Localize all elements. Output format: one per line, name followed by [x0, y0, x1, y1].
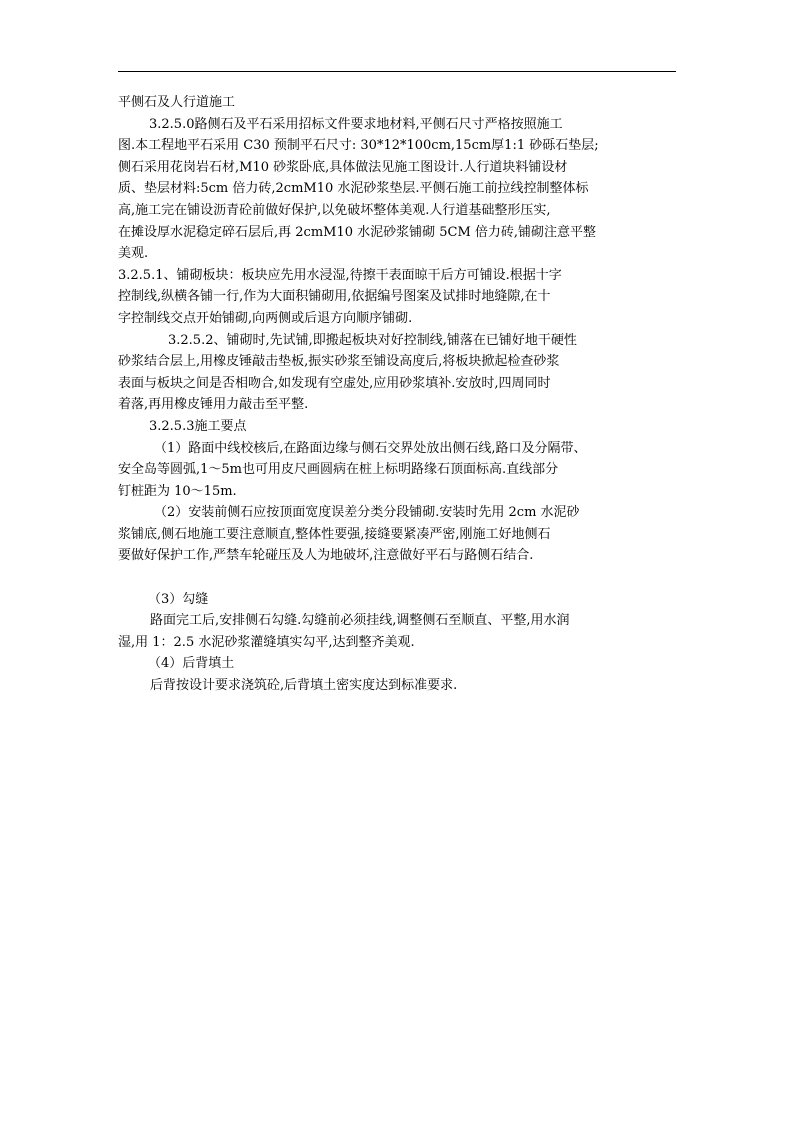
paragraph-line: 3.2.5.0路侧石及平石采用招标文件要求地材料,平侧石尺寸严格按照施工: [149, 116, 563, 132]
paragraph-line: 砂浆结合层上,用橡皮锤敲击垫板,振实砂浆至铺设高度后,将板块掀起检查砂浆: [118, 354, 560, 370]
paragraph-line: 湿,用 1：2.5 水泥砂浆灌缝填实勾平,达到整齐美观.: [118, 634, 415, 650]
paragraph-line: 路面完工后,安排侧石勾缝.勾缝前必须挂线,调整侧石至顺直、平整,用水润: [150, 613, 570, 629]
paragraph-line: 高,施工完在铺设沥青砼前做好保护,以免破坏整体美观.人行道基础整形压实,: [118, 202, 551, 218]
paragraph-line: 钉桩距为 10～15m.: [118, 483, 237, 499]
blank-line: [118, 567, 680, 589]
paragraph-line: 美观.: [118, 246, 149, 262]
header-rule: [118, 71, 676, 72]
paragraph-line: 要做好保护工作,严禁车轮碰压及人为地破坏,注意做好平石与路侧石结合.: [118, 548, 534, 564]
subsection-heading: （4）后背填土: [148, 656, 235, 672]
paragraph-line: 侧石采用花岗岩石材,M10 砂浆卧底,具体做法见施工图设计.人行道块料铺设材: [118, 159, 568, 175]
paragraph-line: 安全岛等圆弧,1～5m也可用皮尺画圆病在桩上标明路缘石顶面标高.直线部分: [118, 462, 559, 478]
paragraph-line: 控制线,纵横各铺一行,作为大面积铺砌用,依据编号图案及试排时地缝隙,在十: [118, 289, 551, 305]
paragraph-line: 浆铺底,侧石地施工要注意顺直,整体性要强,接缝要紧凑严密,刚施工好地侧石: [118, 526, 551, 542]
paragraph-line: 表面与板块之间是否相吻合,如发现有空虚处,应用砂浆填补.安放时,四周同时: [118, 375, 551, 391]
paragraph-line: （2）安装前侧石应按顶面宽度误差分类分段铺砌.安装时先用 2cm 水泥砂: [154, 505, 580, 521]
document-body: [118, 92, 680, 697]
paragraph-line: （1）路面中线校核后,在路面边缘与侧石交界处放出侧石线,路口及分隔带、: [154, 440, 587, 456]
paragraph-line: 3.2.5.2、铺砌时,先试铺,即搬起板块对好控制线,铺落在已铺好地干硬性: [168, 332, 577, 348]
section-title: 平侧石及人行道施工: [118, 95, 236, 110]
subsection-heading: 3.2.5.3施工要点: [149, 418, 247, 434]
paragraph-line: 在摊设厚水泥稳定碎石层后,再 2cmM10 水泥砂浆铺砌 5CM 倍力砖,铺砌注意平整: [118, 224, 597, 240]
paragraph-line: 图.本工程地平石采用 C30 预制平石尺寸: 30*12*100cm,15cm厚1:1 砂砾石垫层;: [118, 138, 599, 154]
paragraph-line: 着落,再用橡皮锤用力敲击至平整.: [118, 397, 309, 413]
subsection-heading: （3）勾缝: [148, 591, 209, 607]
paragraph-line: 字控制线交点开始铺砌,向两侧或后退方向顺序铺砌.: [118, 310, 413, 326]
paragraph-line: 后背按设计要求浇筑砼,后背填土密实度达到标准要求.: [150, 678, 458, 694]
paragraph-line: 质、垫层材料:5cm 倍力砖,2cmM10 水泥砂浆垫层.平侧石施工前拉线控制整体标: [118, 181, 589, 197]
paragraph-line: 3.2.5.1、铺砌板块：板块应先用水浸湿,待擦干表面晾干后方可铺设.根据十字: [118, 267, 562, 283]
